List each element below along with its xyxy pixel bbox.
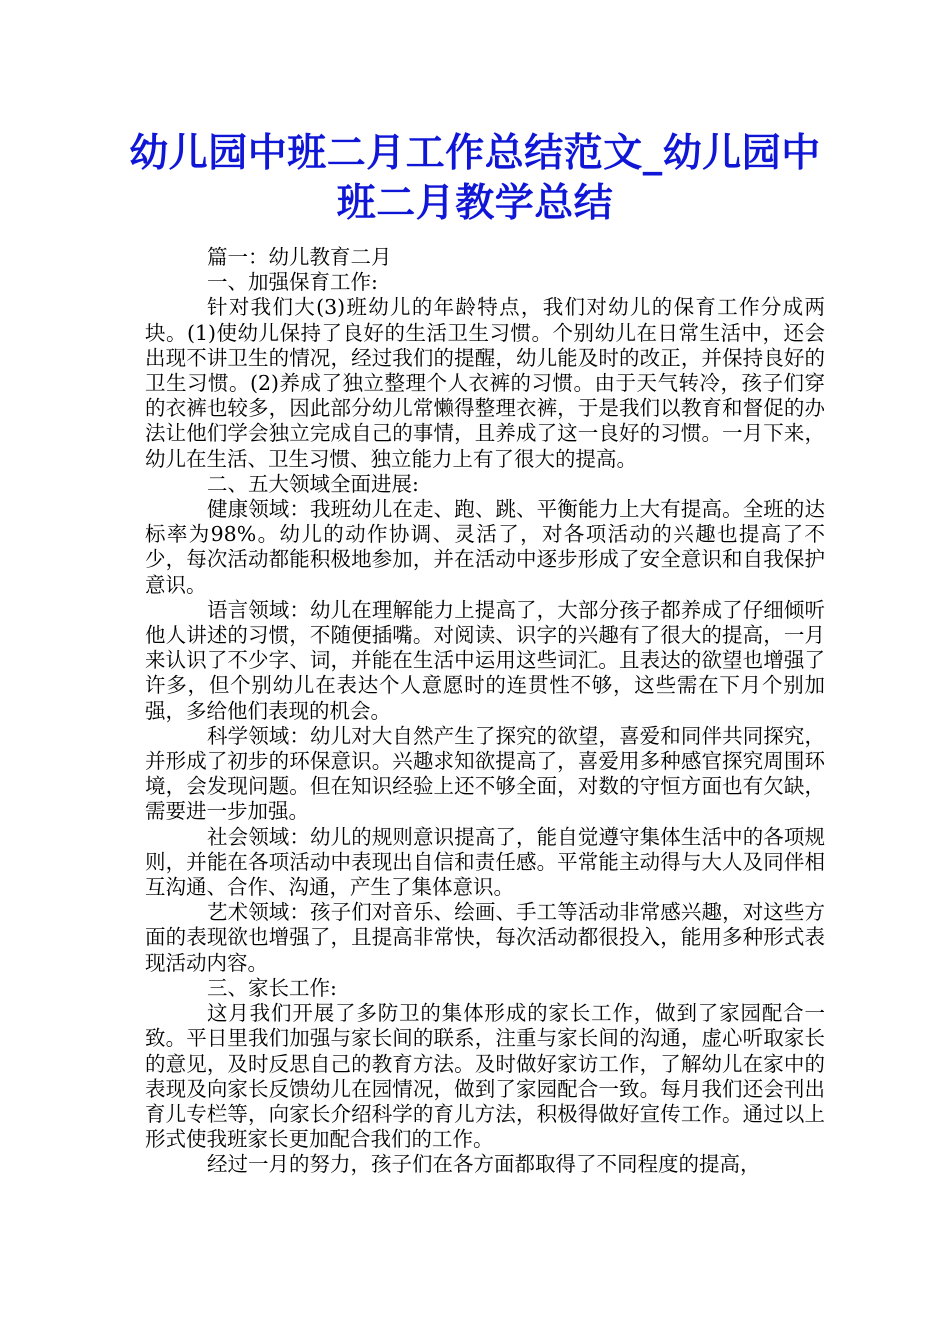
- section-heading-care-work: 一、加强保育工作:: [207, 270, 378, 295]
- document-title: 幼儿园中班二月工作总结范文_幼儿园中班二月教学总结: [129, 130, 821, 226]
- section-heading-parent-work: 三、家长工作:: [207, 975, 337, 1000]
- paragraph-social-domain: 社会领域：幼儿的规则意识提高了，能自觉遵守集体生活中的各项规则，并能在各项活动中表现出自信和责任感。平常能主动得与大人及同伴相互沟通、合作、沟通，产生了集体意识。: [145, 824, 825, 900]
- paragraph-conclusion: 经过一月的努力，孩子们在各方面都取得了不同程度的提高，: [207, 1152, 761, 1177]
- section-heading-five-domains: 二、五大领域全面进展:: [207, 471, 419, 496]
- document-body: [145, 245, 825, 1178]
- paragraph-health-domain: 健康领域：我班幼儿在走、跑、跳、平衡能力上大有提高。全班的达标率为98%。幼儿的动作协调、灵活了，对各项活动的兴趣也提高了不少，每次活动都能积极地参加，并在活动中逐步形成了安全意识和自我保护意识。: [145, 497, 825, 597]
- paragraph-science-domain: 科学领域：幼儿对大自然产生了探究的欲望，喜爱和同伴共同探究，并形成了初步的环保意识。兴趣求知欲提高了，喜爱用多种感官探究周围环境，会发现问题。但在知识经验上还不够全面，对数的守恒方面也有欠缺，需要进一步加强。: [145, 723, 825, 824]
- paragraph-parent-work: 这月我们开展了多防卫的集体形成的家长工作，做到了家园配合一致。平日里我们加强与家长间的联系，注重与家长间的沟通，虚心听取家长的意见，及时反思自己的教育方法。及时做好家访工作，了解幼儿在家中的表现及向家长反馈幼儿在园情况，做到了家园配合一致。每月我们还会刊出育儿专栏等，向家长介绍科学的育儿方法，积极得做好宣传工作。通过以上形式使我班家长更加配合我们的工作。: [145, 1001, 825, 1152]
- section-heading-part-one: 篇一：幼儿教育二月: [207, 245, 392, 269]
- paragraph-care-work: 针对我们大(3)班幼儿的年龄特点，我们对幼儿的保育工作分成两块。(1)使幼儿保持了良好的生活卫生习惯。个别幼儿在日常生活中，还会出现不讲卫生的情况，经过我们的提醒，幼儿能及时的改正，并保持良好的卫生习惯。(2)养成了独立整理个人衣裤的习惯。由于天气转冷，孩子们穿的衣裤也较多，因此部分幼儿常懒得整理衣裤，于是我们以教育和督促的办法让他们学会独立完成自己的事情，且养成了这一良好的习惯。一月下来，幼儿在生活、卫生习惯、独立能力上有了很大的提高。: [145, 295, 825, 471]
- paragraph-art-domain: 艺术领域：孩子们对音乐、绘画、手工等活动非常感兴趣，对这些方面的表现欲也增强了，且提高非常快，每次活动都很投入，能用多种形式表现活动内容。: [145, 900, 825, 975]
- paragraph-language-domain: 语言领域：幼儿在理解能力上提高了，大部分孩子都养成了仔细倾听他人讲述的习惯，不随便插嘴。对阅读、识字的兴趣有了很大的提高，一月来认识了不少字、词，并能在生活中运用这些词汇。且表达的欲望也增强了许多，但个别幼儿在表达个人意愿时的连贯性不够，这些需在下月个别加强，多给他们表现的机会。: [145, 597, 825, 723]
